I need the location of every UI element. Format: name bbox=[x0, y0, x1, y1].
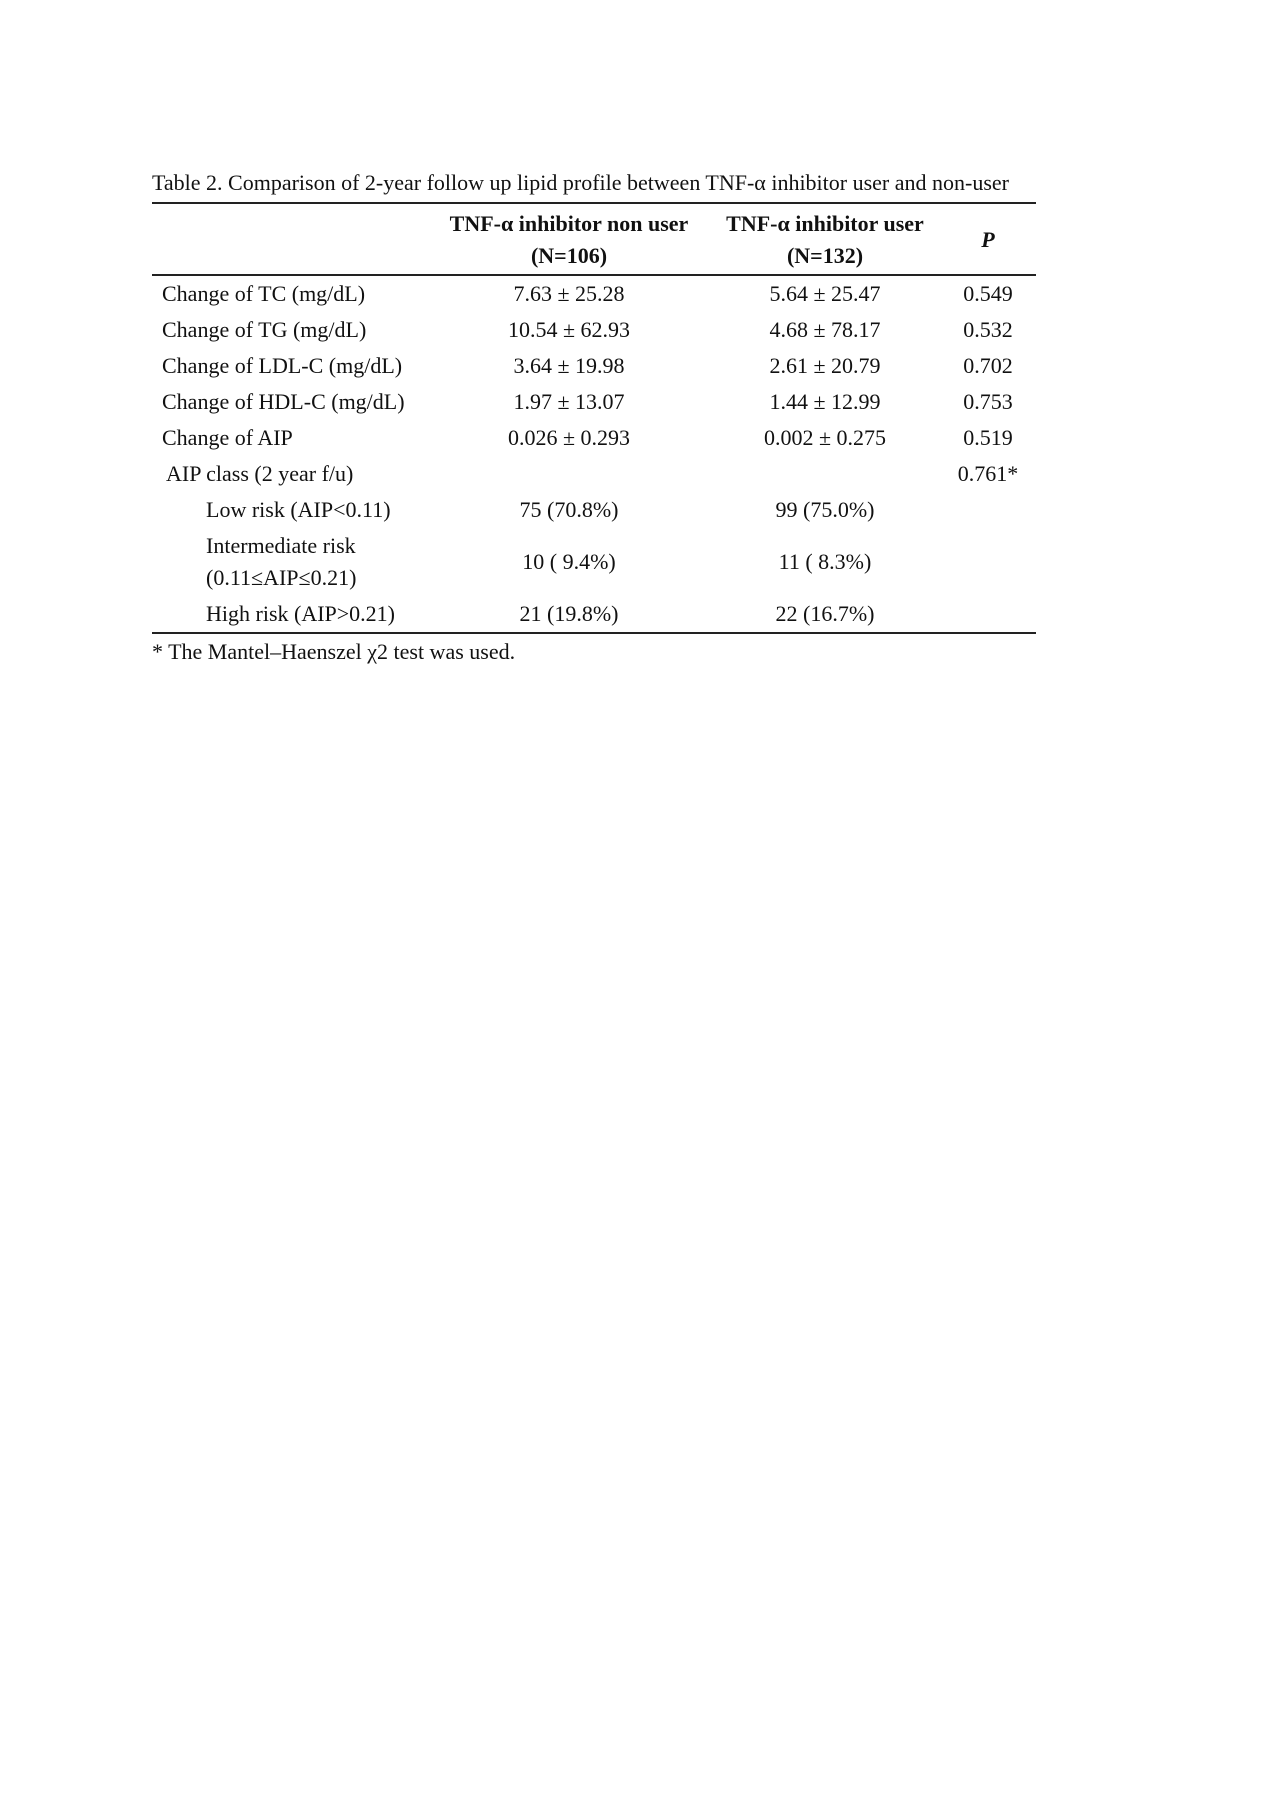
p-value: 0.753 bbox=[963, 389, 1013, 414]
table-row bbox=[152, 312, 1036, 348]
header-user bbox=[710, 203, 940, 275]
low-risk-label: Low risk (AIP<0.11) bbox=[206, 497, 391, 522]
table-row bbox=[152, 384, 1036, 420]
document-page bbox=[152, 168, 1052, 668]
user-value: 2.61 ± 20.79 bbox=[769, 353, 881, 378]
aip-class-label: AIP class (2 year f/u) bbox=[166, 461, 354, 486]
p-value: 0.549 bbox=[963, 281, 1013, 306]
aip-class-row bbox=[152, 456, 1036, 492]
user-value: 1.44 ± 12.99 bbox=[769, 389, 881, 414]
nonuser-value: 75 (70.8%) bbox=[519, 497, 619, 522]
table-row bbox=[152, 348, 1036, 384]
intermediate-risk-label bbox=[152, 528, 428, 596]
nonuser-value: 10.54 ± 62.93 bbox=[507, 317, 631, 342]
table-row bbox=[152, 275, 1036, 312]
header-nonuser-title: TNF-α inhibitor non user bbox=[449, 211, 689, 236]
p-value bbox=[940, 596, 1036, 633]
nonuser-value: 10 ( 9.4%) bbox=[522, 549, 616, 574]
row-label: Change of AIP bbox=[162, 425, 293, 450]
high-risk-label: High risk (AIP>0.21) bbox=[152, 596, 428, 633]
nonuser-value bbox=[428, 456, 710, 492]
nonuser-value: 21 (19.8%) bbox=[428, 596, 710, 633]
aip-high-risk-row bbox=[152, 596, 1036, 633]
user-value: 22 (16.7%) bbox=[710, 596, 940, 633]
header-nonuser bbox=[428, 203, 710, 275]
intermediate-risk-label-line2: (0.11≤AIP≤0.21) bbox=[206, 565, 357, 590]
row-label: Change of LDL-C (mg/dL) bbox=[162, 353, 403, 378]
user-value: 5.64 ± 25.47 bbox=[769, 281, 881, 306]
p-value: 0.519 bbox=[963, 425, 1013, 450]
user-value: 0.002 ± 0.275 bbox=[763, 425, 887, 450]
table-header-row bbox=[152, 203, 1036, 275]
p-value: 0.532 bbox=[963, 317, 1013, 342]
row-label: Change of TC (mg/dL) bbox=[162, 281, 366, 306]
user-value: 99 (75.0%) bbox=[775, 497, 875, 522]
aip-intermediate-risk-row bbox=[152, 528, 1036, 596]
header-nonuser-count: (N=106) bbox=[530, 243, 608, 268]
header-p-value: P bbox=[940, 203, 1036, 275]
p-value bbox=[940, 492, 1036, 528]
table-footnote: * The Mantel–Haenszel χ2 test was used. bbox=[152, 639, 516, 664]
aip-class-p-value: 0.761* bbox=[957, 461, 1019, 486]
header-user-title: TNF-α inhibitor user bbox=[726, 211, 924, 236]
row-label: Change of TG (mg/dL) bbox=[162, 317, 367, 342]
nonuser-value: 0.026 ± 0.293 bbox=[507, 425, 631, 450]
p-value bbox=[940, 528, 1036, 596]
header-user-count: (N=132) bbox=[786, 243, 864, 268]
nonuser-value: 1.97 ± 13.07 bbox=[513, 389, 625, 414]
lipid-profile-table bbox=[152, 202, 1036, 634]
nonuser-value: 7.63 ± 25.28 bbox=[513, 281, 625, 306]
intermediate-risk-label-line1: Intermediate risk bbox=[206, 533, 356, 558]
table-row bbox=[152, 420, 1036, 456]
nonuser-value: 3.64 ± 19.98 bbox=[513, 353, 625, 378]
user-value bbox=[710, 456, 940, 492]
p-value: 0.702 bbox=[963, 353, 1013, 378]
table-caption: Table 2. Comparison of 2-year follow up lipid profile between TNF-α inhibitor user and non-user bbox=[152, 170, 1010, 195]
user-value: 11 ( 8.3%) bbox=[778, 549, 872, 574]
aip-low-risk-row bbox=[152, 492, 1036, 528]
user-value: 4.68 ± 78.17 bbox=[769, 317, 881, 342]
header-empty bbox=[152, 203, 428, 275]
row-label: Change of HDL-C (mg/dL) bbox=[162, 389, 405, 414]
